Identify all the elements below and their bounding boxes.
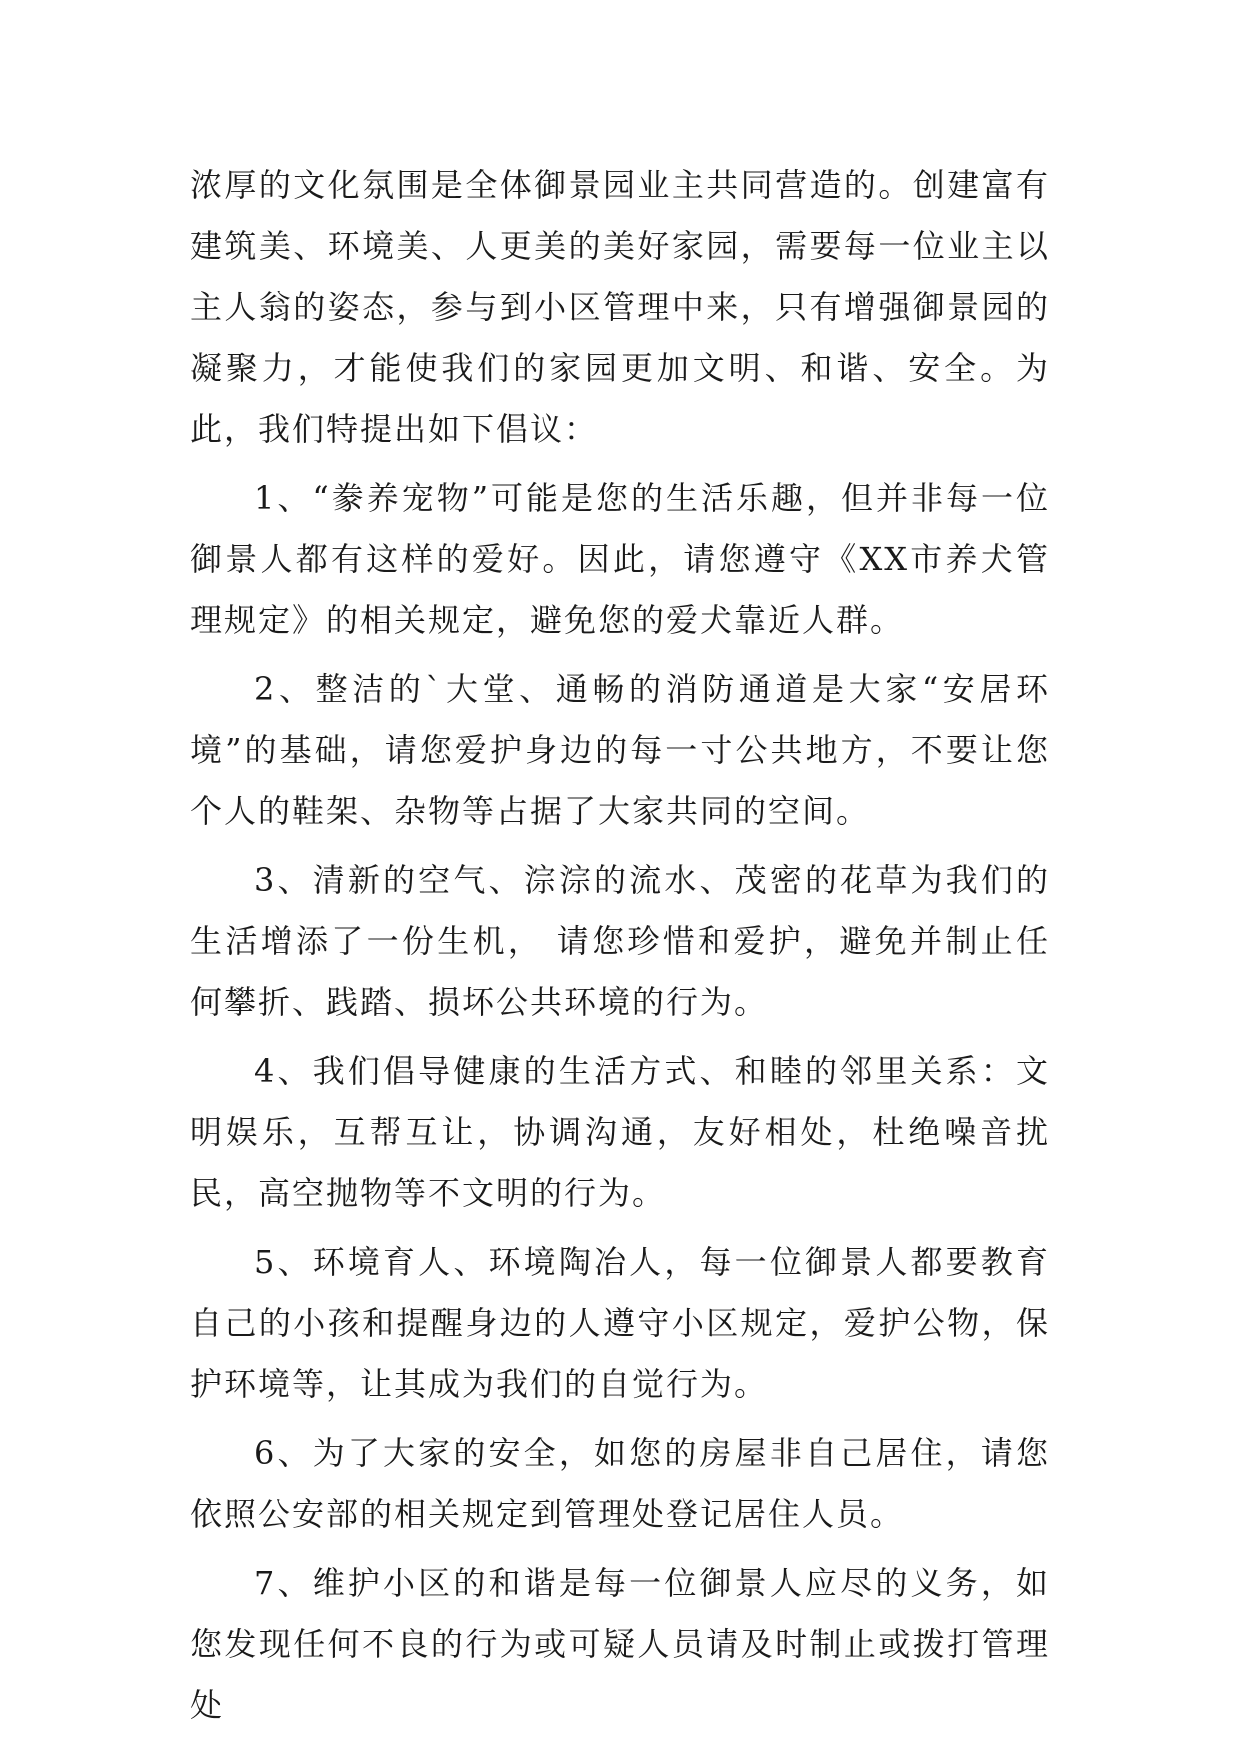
proposal-item-6: 6、为了大家的安全，如您的房屋非自己居住，请您依照公安部的相关规定到管理处登记居住人员。 <box>190 1434 1050 1533</box>
proposal-item-3: 3、清新的空气、淙淙的流水、茂密的花草为我们的生活增添了一份生机， 请您珍惜和爱护，避免并制止任何攀折、践踏、损坏公共环境的行为。 <box>190 861 1050 1021</box>
proposal-item-7: 7、维护小区的和谐是每一位御景人应尽的义务，如您发现任何不良的行为或可疑人员请及时制止或拨打管理处 <box>190 1564 1050 1724</box>
proposal-item-5: 5、环境育人、环境陶冶人，每一位御景人都要教育自己的小孩和提醒身边的人遵守小区规定，爱护公物，保护环境等，让其成为我们的自觉行为。 <box>190 1243 1050 1403</box>
proposal-item-2: 2、整洁的`大堂、通畅的消防通道是大家“安居环境”的基础，请您爱护身边的每一寸公共地方，不要让您个人的鞋架、杂物等占据了大家共同的空间。 <box>190 670 1050 830</box>
document-body <box>190 155 1050 1736</box>
proposal-item-1: 1、“豢养宠物”可能是您的生活乐趣，但并非每一位御景人都有这样的爱好。因此，请您遵守《XX市养犬管理规定》的相关规定，避免您的爱犬靠近人群。 <box>190 479 1050 639</box>
intro-paragraph: 浓厚的文化氛围是全体御景园业主共同营造的。创建富有建筑美、环境美、人更美的美好家园，需要每一位业主以主人翁的姿态，参与到小区管理中来，只有增强御景园的凝聚力，才能使我们的家园更加文明、和谐、安全。为此，我们特提出如下倡议： <box>190 166 1050 448</box>
proposal-item-4: 4、我们倡导健康的生活方式、和睦的邻里关系：文明娱乐，互帮互让，协调沟通，友好相处，杜绝噪音扰民，高空抛物等不文明的行为。 <box>190 1052 1050 1212</box>
